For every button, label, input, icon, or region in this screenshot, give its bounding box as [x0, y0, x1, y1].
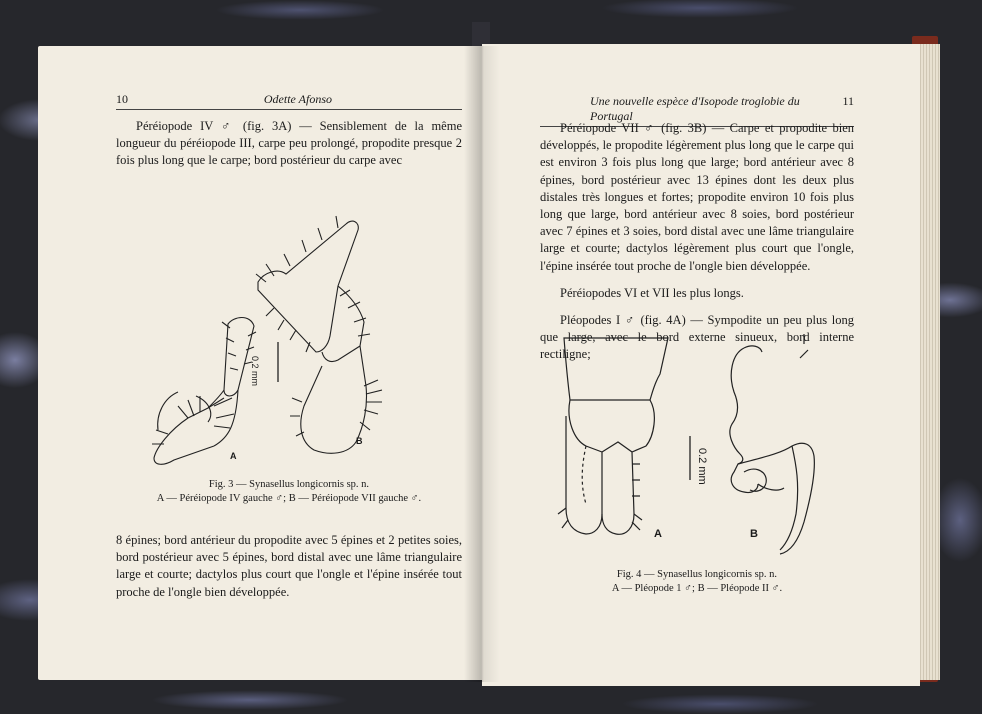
figure-4-label-b: B: [750, 528, 758, 540]
figure-4-caption: [540, 568, 854, 596]
left-bottom-text: [116, 532, 462, 611]
left-page: [38, 46, 482, 680]
book-gutter-shadow: [464, 46, 500, 682]
figure-4-caption-line1: Fig. 4 — Synasellus longicornis sp. n.: [616, 569, 778, 580]
figure-3-scale-label: 0.2 mm: [250, 356, 260, 387]
figure-3-label-a: A: [230, 451, 237, 461]
right-page: [482, 44, 920, 686]
right-running-title: Une nouvelle espèce d'Isopode troglobie du Portugal: [590, 94, 800, 123]
figure-3-caption-line1: Fig. 3 — Synasellus longicornis sp. n.: [208, 479, 370, 490]
paragraph-pereiopode-vii: Péréiopode VII ♂ (fig. 3B) — Carpe et propodite bien développés, le propodite légèrement plus long que le carpe qui est environ 3 fois plus long que large; bord antérieur avec 8 épines, bord postérieur avec 13 épines dont les deux plus distales très longues et fortes; propodite environ 10 fois plus long que large, bord antérieur avec 8 soies, bord postérieur avec 7 épines et 3 soies, bord distal avec une lâme triangulaire large et courte; dactylos légèrement plus court que l'ongle, l'épine insérée tout proche de l'ongle bien développée.: [540, 121, 854, 273]
right-page-number: 11: [842, 94, 854, 108]
paragraph-pereiopode-iv: Péréiopode IV ♂ (fig. 3A) — Sensiblement de la même longueur du péréiopode III, carpe peu prolongé, propodite presque 2 fois plus long que le carpe; bord postérieur du carpe avec: [116, 119, 462, 168]
figure-4-scale-label: 0.2 mm: [696, 448, 708, 485]
figure-3-caption-line2: A — Péréiopode IV gauche ♂; B — Péréiopode VII gauche ♂.: [156, 493, 422, 504]
figure-4-caption-line2: A — Pléopode 1 ♂; B — Pléopode II ♂.: [611, 583, 783, 594]
figure-3-caption: [116, 478, 462, 506]
paragraph-pleopodes-i: Pléopodes I ♂ (fig. 4A) — Sympodite un peu plus long que large, avec le bord externe sinueux, bord interne rectiligne;: [540, 313, 854, 362]
paragraph-continuation: 8 épines; bord antérieur du propodite avec 5 épines et 2 petites soies, bord postérieur avec 5 épines, bord distal avec une lâme triangulaire large et courte; dactylos plus court que l'ongle et l'épine insérée tout proche de l'ongle bien développée.: [116, 533, 462, 599]
left-page-number: 10: [116, 92, 128, 106]
figure-4-label-a: A: [654, 528, 662, 540]
left-running-title: Odette Afonso: [263, 92, 332, 106]
page-edges: [918, 44, 940, 680]
figure-3-label-b: B: [356, 436, 363, 446]
paragraph-pereiopodes-vi-vii: Péréiopodes VI et VII les plus longs.: [560, 285, 744, 300]
